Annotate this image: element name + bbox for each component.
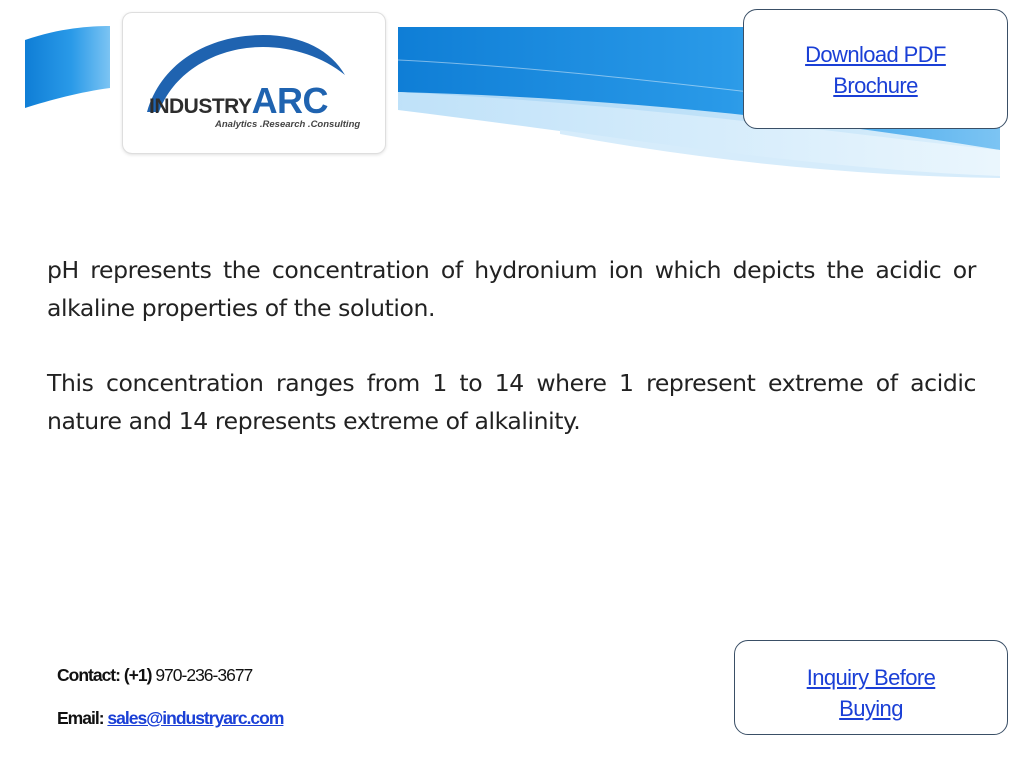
paragraph-ph-range: This concentration ranges from 1 to 14 where 1 represent extreme of acidic nature and 14 represents extreme of alkalinity.: [47, 369, 976, 435]
logo-tagline: Analytics .Research .Consulting: [215, 119, 361, 130]
main-content: [47, 251, 976, 477]
paragraph-ph-definition: pH represents the concentration of hydronium ion which depicts the acidic or alkaline properties of the solution.: [47, 256, 976, 322]
email-line: [57, 708, 283, 729]
contact-label: Contact: (+1): [57, 665, 152, 685]
inquiry-before-buying-link[interactable]: Inquiry Before Buying: [806, 665, 936, 721]
contact-line: [57, 665, 252, 686]
inquiry-box: [734, 640, 1008, 735]
contact-phone: 970-236-3677: [155, 665, 253, 685]
logo-wordmark: [149, 80, 329, 121]
download-pdf-brochure-link[interactable]: Download PDF Brochure: [805, 42, 946, 98]
logo: [122, 12, 386, 154]
email-label: Email:: [57, 708, 104, 728]
download-brochure-box: [743, 9, 1008, 129]
logo-word-arc: ARC: [251, 80, 329, 121]
logo-word-industry: INDUSTRY: [149, 95, 252, 118]
email-link[interactable]: sales@industryarc.com: [107, 708, 284, 728]
